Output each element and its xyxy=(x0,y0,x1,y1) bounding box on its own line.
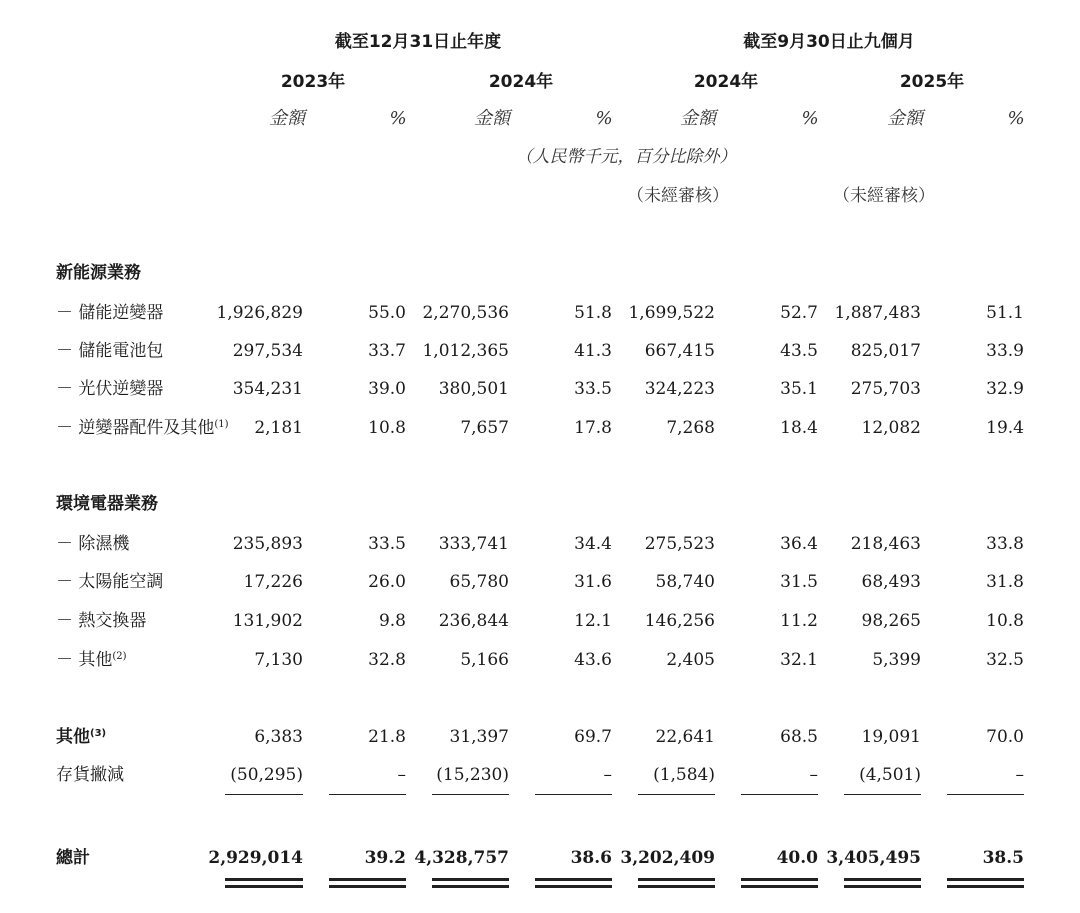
row-label: － 儲能逆變器 xyxy=(56,303,164,323)
percent-cell: – xyxy=(809,765,818,785)
year-header-2023: 2023年 xyxy=(280,72,346,92)
percent-cell: 68.5 xyxy=(780,727,818,747)
percent-header: % xyxy=(389,108,407,129)
percent-cell: 34.4 xyxy=(574,534,612,554)
amount-cell: 7,268 xyxy=(666,418,715,438)
percent-cell: 52.7 xyxy=(780,303,818,323)
amount-cell: 5,166 xyxy=(460,650,509,670)
percent-cell: – xyxy=(397,765,406,785)
amount-cell: (4,501) xyxy=(859,765,921,785)
amount-cell: 218,463 xyxy=(850,534,921,554)
amount-cell: 380,501 xyxy=(438,379,509,399)
row-label: － 熱交換器 xyxy=(56,611,147,631)
percent-cell: – xyxy=(1015,765,1024,785)
subtotal-rule xyxy=(432,794,509,795)
amount-cell: 2,181 xyxy=(254,418,303,438)
amount-cell: (1,584) xyxy=(653,765,715,785)
total-amount-cell: 2,929,014 xyxy=(208,848,303,868)
amount-cell: 65,780 xyxy=(449,572,509,592)
row-label: － 其他$^{(2)}$ xyxy=(56,650,127,670)
total-percent-cell: 40.0 xyxy=(776,848,818,868)
total-amount-cell: 4,328,757 xyxy=(414,848,509,868)
total-label: 總計 xyxy=(56,848,90,868)
percent-cell: 33.9 xyxy=(986,341,1024,361)
percent-cell: 33.7 xyxy=(368,341,406,361)
percent-cell: 10.8 xyxy=(368,418,406,438)
amount-cell: 12,082 xyxy=(861,418,921,438)
amount-cell: 7,657 xyxy=(460,418,509,438)
percent-header: % xyxy=(801,108,819,129)
percent-cell: 33.8 xyxy=(986,534,1024,554)
total-double-rule-top xyxy=(947,878,1024,881)
total-double-rule-top xyxy=(432,878,509,881)
percent-cell: 51.8 xyxy=(574,303,612,323)
amount-header: 金額 xyxy=(680,108,716,129)
amount-cell: 146,256 xyxy=(644,611,715,631)
amount-cell: 1,699,522 xyxy=(628,303,715,323)
footnote-marker: (3) xyxy=(90,728,107,739)
percent-cell: 31.6 xyxy=(574,572,612,592)
total-amount-cell: 3,405,495 xyxy=(826,848,921,868)
percent-header: % xyxy=(1007,108,1025,129)
year-header-2024-annual: 2024年 xyxy=(488,72,554,92)
amount-cell: 324,223 xyxy=(644,379,715,399)
percent-cell: 32.9 xyxy=(986,379,1024,399)
row-label: － 太陽能空調 xyxy=(56,572,164,592)
total-double-rule-top xyxy=(844,878,921,881)
amount-cell: 825,017 xyxy=(850,341,921,361)
total-double-rule-top xyxy=(225,878,303,881)
percent-cell: 70.0 xyxy=(986,727,1024,747)
total-double-rule-bottom xyxy=(225,885,303,888)
percent-cell: 39.0 xyxy=(368,379,406,399)
percent-cell: 17.8 xyxy=(574,418,612,438)
unaudited-note-2024: （未經審核） xyxy=(627,186,729,206)
year-header-2024-nine-months: 2024年 xyxy=(693,72,759,92)
percent-cell: 51.1 xyxy=(986,303,1024,323)
percent-cell: 35.1 xyxy=(780,379,818,399)
percent-cell: 41.3 xyxy=(574,341,612,361)
amount-cell: 68,493 xyxy=(861,572,921,592)
total-double-rule-bottom xyxy=(844,885,921,888)
percent-cell: 10.8 xyxy=(986,611,1024,631)
percent-cell: 32.8 xyxy=(368,650,406,670)
percent-header: % xyxy=(595,108,613,129)
total-amount-cell: 3,202,409 xyxy=(620,848,715,868)
percent-cell: 55.0 xyxy=(368,303,406,323)
subtotal-rule xyxy=(329,794,406,795)
amount-cell: (15,230) xyxy=(436,765,509,785)
percent-cell: 33.5 xyxy=(574,379,612,399)
total-double-rule-top xyxy=(638,878,715,881)
total-double-rule-top xyxy=(329,878,406,881)
amount-cell: 5,399 xyxy=(872,650,921,670)
amount-cell: 31,397 xyxy=(449,727,509,747)
percent-cell: 12.1 xyxy=(574,611,612,631)
percent-cell: 32.1 xyxy=(780,650,818,670)
amount-cell: 7,130 xyxy=(254,650,303,670)
total-percent-cell: 39.2 xyxy=(364,848,406,868)
section-environmental-appliances: 環境電器業務 xyxy=(56,494,158,514)
subtotal-rule xyxy=(741,794,818,795)
amount-cell: 58,740 xyxy=(655,572,715,592)
total-double-rule-bottom xyxy=(535,885,612,888)
amount-cell: 1,926,829 xyxy=(216,303,303,323)
subtotal-rule xyxy=(535,794,612,795)
amount-cell: 333,741 xyxy=(438,534,509,554)
amount-cell: 17,226 xyxy=(243,572,303,592)
amount-cell: 131,902 xyxy=(232,611,303,631)
amount-cell: 667,415 xyxy=(644,341,715,361)
total-double-rule-bottom xyxy=(638,885,715,888)
amount-cell: 275,703 xyxy=(850,379,921,399)
unit-note: （人民幣千元，百分比除外） xyxy=(515,147,737,167)
row-label: 存貨撇減 xyxy=(56,765,124,785)
percent-cell: 33.5 xyxy=(368,534,406,554)
percent-cell: 36.4 xyxy=(780,534,818,554)
amount-cell: 297,534 xyxy=(232,341,303,361)
row-label: － 逆變器配件及其他$^{(1)}$ xyxy=(56,418,229,438)
percent-cell: 19.4 xyxy=(986,418,1024,438)
percent-cell: 69.7 xyxy=(574,727,612,747)
amount-cell: 19,091 xyxy=(861,727,921,747)
total-double-rule-bottom xyxy=(741,885,818,888)
percent-cell: 26.0 xyxy=(368,572,406,592)
percent-cell: 32.5 xyxy=(986,650,1024,670)
percent-cell: 9.8 xyxy=(378,611,406,631)
amount-cell: (50,295) xyxy=(230,765,303,785)
amount-cell: 275,523 xyxy=(644,534,715,554)
percent-cell: – xyxy=(603,765,612,785)
year-header-2025: 2025年 xyxy=(899,72,965,92)
amount-cell: 6,383 xyxy=(254,727,303,747)
amount-header: 金額 xyxy=(269,108,305,129)
percent-cell: 21.8 xyxy=(368,727,406,747)
header-nine-month-period: 截至9月30日止九個月 xyxy=(743,32,915,52)
amount-cell: 98,265 xyxy=(861,611,921,631)
percent-cell: 31.8 xyxy=(986,572,1024,592)
unaudited-note-2025: （未經審核） xyxy=(833,186,935,206)
total-double-rule-bottom xyxy=(432,885,509,888)
amount-cell: 354,231 xyxy=(232,379,303,399)
percent-cell: 31.5 xyxy=(780,572,818,592)
amount-cell: 235,893 xyxy=(232,534,303,554)
total-percent-cell: 38.5 xyxy=(982,848,1024,868)
subtotal-rule xyxy=(638,794,715,795)
row-label: 其他$^{(3)}$ xyxy=(56,727,107,747)
section-new-energy: 新能源業務 xyxy=(56,263,141,283)
row-label: － 光伏逆變器 xyxy=(56,379,164,399)
amount-cell: 22,641 xyxy=(655,727,715,747)
total-double-rule-bottom xyxy=(329,885,406,888)
amount-cell: 2,270,536 xyxy=(422,303,509,323)
amount-cell: 2,405 xyxy=(666,650,715,670)
total-double-rule-top xyxy=(741,878,818,881)
total-double-rule-top xyxy=(535,878,612,881)
percent-cell: 18.4 xyxy=(780,418,818,438)
total-double-rule-bottom xyxy=(947,885,1024,888)
percent-cell: 43.6 xyxy=(574,650,612,670)
amount-cell: 1,887,483 xyxy=(834,303,921,323)
amount-cell: 1,012,365 xyxy=(422,341,509,361)
subtotal-rule xyxy=(947,794,1024,795)
amount-cell: 236,844 xyxy=(438,611,509,631)
total-percent-cell: 38.6 xyxy=(570,848,612,868)
header-annual-period: 截至12月31日止年度 xyxy=(334,32,502,52)
footnote-marker: (2) xyxy=(112,651,127,662)
row-label: － 除濕機 xyxy=(56,534,130,554)
subtotal-rule xyxy=(844,794,921,795)
amount-header: 金額 xyxy=(887,108,923,129)
footnote-marker: (1) xyxy=(214,419,229,430)
percent-cell: 11.2 xyxy=(780,611,818,631)
subtotal-rule xyxy=(225,794,303,795)
percent-cell: 43.5 xyxy=(780,341,818,361)
amount-header: 金額 xyxy=(474,108,510,129)
row-label: － 儲能電池包 xyxy=(56,341,164,361)
